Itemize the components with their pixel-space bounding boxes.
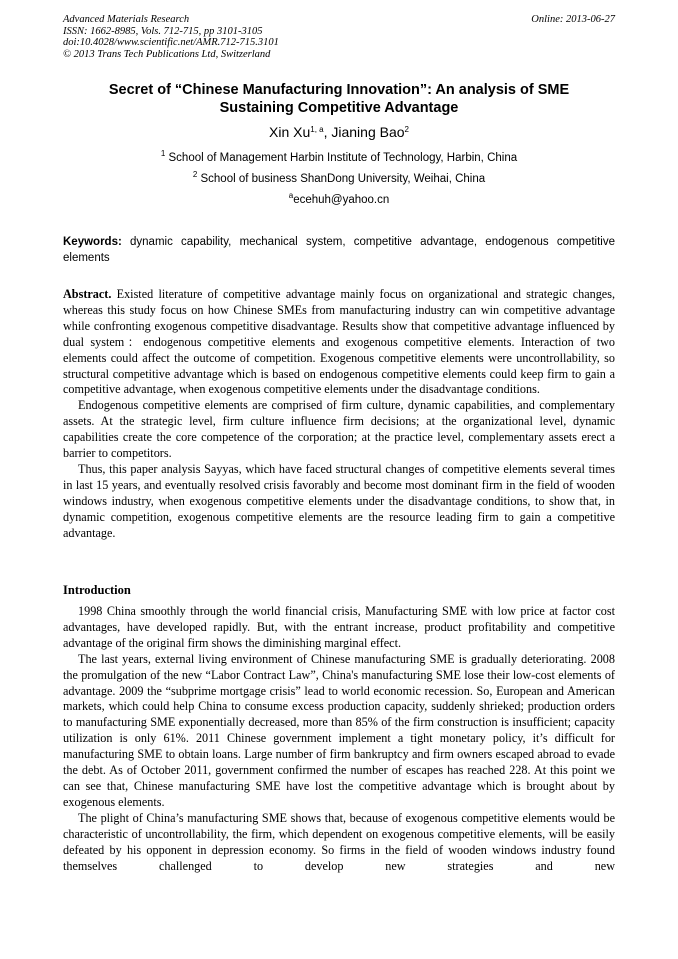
abstract-paragraph: Endogenous competitive elements are comprised of firm culture, dynamic capabilities, and complementary assets. At the strategic level, firm culture influence firm decisions; at the organizational level, dynamic capabilities create the core competence of the corporation; at the practice level, complementary assets erect a barrier to competitors. [63, 398, 615, 461]
email-marker: a [288, 191, 294, 200]
affiliation-text: School of Management Harbin Institute of Technology, Harbin, China [165, 152, 518, 164]
affiliation-text: School of business ShanDong University, Weihai, China [197, 173, 486, 185]
abstract-paragraph: Thus, this paper analysis Sayyas, which have faced structural changes of competitive elements several times in last 15 years, and eventually resolved crisis favorably and become most dominant firm in the field of wooden windows industry, when exogenous competitive elements under the disadvantage conditions, to show that, in dynamic competition, exogenous competitive elements are the resource leading firm to gain a competitive advantage. [63, 461, 615, 540]
doi-line: doi:10.4028/www.scientific.net/AMR.712-715.3101 [63, 37, 279, 48]
title-line-1: Secret of “Chinese Manufacturing Innovation”: An analysis of SME [108, 82, 570, 98]
author-name: Xin Xu [269, 124, 311, 140]
paper-title [63, 81, 615, 117]
author-name: Jianing Bao [331, 124, 405, 140]
keywords-text: dynamic capability, mechanical system, competitive advantage, endogenous competitive elements [63, 236, 615, 264]
body-paragraph: The plight of China’s manufacturing SME shows that, because of exogenous competitive elements would be characteristic of uncontrollability, the firm, which dependent on exogenous competitive elements, will be easily defeated by his opponent in depression economy. So firms in the field of wooden windows industry found themselves challenged to develop new strategies and new [63, 810, 615, 873]
body-paragraph: 1998 China smoothly through the world financial crisis, Manufacturing SME with low price at factor cost advantages, have developed rapidly. But, with the entrant increase, product profitability and competitive advantage of the original firm shows the diminishing marginal effect. [63, 604, 615, 650]
author-superscript: 2 [404, 125, 409, 134]
affiliation-1 [63, 151, 615, 165]
email-address: ecehuh@yahoo.cn [293, 194, 390, 206]
body-paragraph: The last years, external living environment of Chinese manufacturing SME is gradually deteriorating. 2008 the promulgation of the new “Labor Contract Law”, China's manufacturing SME lose their low-cost elements of advantage. 2009 the “subprime mortgage crisis” lead to world economic recession. So, European and American markets, which could help China to consume excess production capacity, suddenly shrieked; production orders to manufacturing SME exponentially decreased, more than 85% of the firm construction is insufficient; capacity utilization is only 61%. 2011 Chinese government implement a tight monetary policy, it’s difficult for manufacturing SME to obtain loans. Large number of firm bankruptcy and firm owners escaped abroad to evade the debt. As of October 2011, government confirmed the number of escapes has reached 228. At this point we can see that, Chinese manufacturing SME have lost the competitive advantage which is brought about by exogenous elements. [63, 651, 615, 809]
keywords-block [63, 235, 615, 266]
author-separator: , [323, 124, 332, 140]
abstract-label: Abstract. [63, 287, 112, 301]
abstract-text: Existed literature of competitive advantage mainly focus on organizational and strategic changes, whereas this study focus on how Chinese SMEs from manufacturing industry can win competitive advantage while confronting exogenous competitive disadvantage. Results show that competitive advantage influenced by dual system：endogenous competitive elements and exogenous competitive elements. Interaction of two elements could affect the outcome of competition. Exogenous competitive elements were uncontrollability, so structural competitive advantage which is based on endogenous competitive elements could keep firm to gain a competitive advantage, when exogenous competitive elements under the disadvantage conditions. [63, 287, 615, 397]
section-heading-introduction: Introduction [63, 583, 131, 597]
journal-header [63, 14, 615, 60]
title-line-2: Sustaining Competitive Advantage [219, 100, 459, 116]
author-list [63, 123, 615, 141]
abstract-paragraph [63, 287, 615, 398]
online-date: Online: 2013-06-27 [531, 14, 615, 25]
copyright-line: © 2013 Trans Tech Publications Ltd, Switzerland [63, 48, 271, 60]
keywords-label: Keywords: [63, 236, 122, 248]
author-superscript: 1, a [310, 125, 324, 134]
abstract-section [63, 287, 615, 542]
issn-line: ISSN: 1662-8985, Vols. 712-715, pp 3101-3105 [63, 25, 263, 37]
affiliation-2 [63, 172, 615, 186]
affiliation-marker: 1 [160, 149, 166, 158]
journal-name: Advanced Materials Research [63, 14, 190, 25]
email-line [63, 193, 615, 207]
introduction-section [63, 604, 615, 874]
affiliation-marker: 2 [192, 170, 198, 179]
